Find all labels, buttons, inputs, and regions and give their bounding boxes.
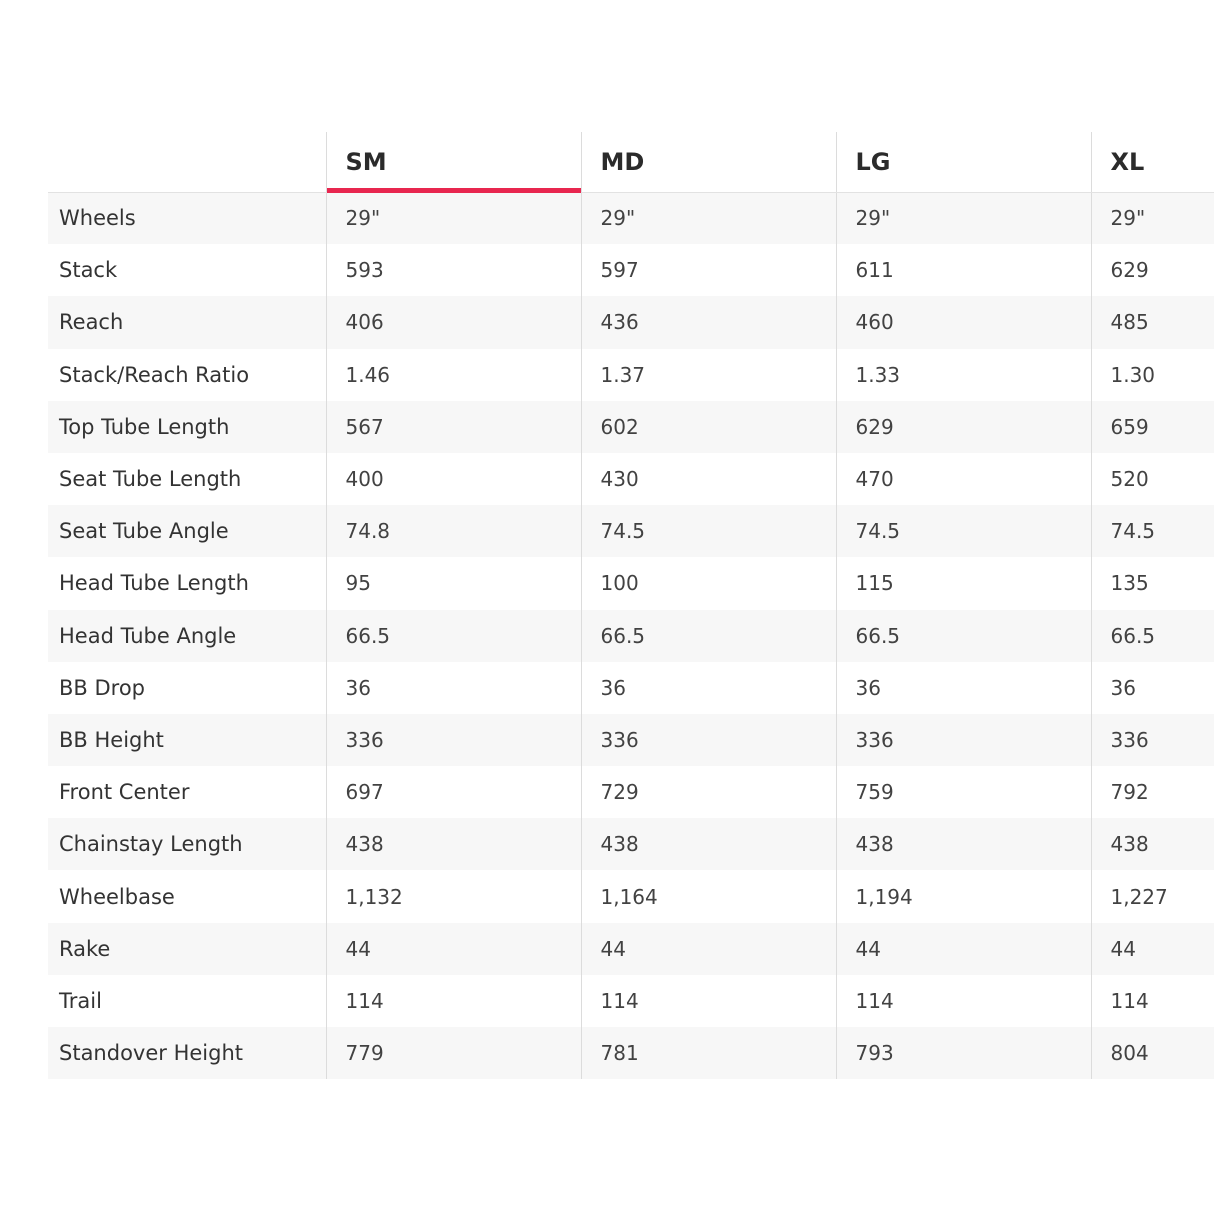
table-row [48,714,1214,766]
cell-md: 100 [581,557,836,609]
cell-sm: 29" [326,192,581,244]
cell-lg: 44 [836,923,1091,975]
cell-sm: 74.8 [326,505,581,557]
cell-xl: 66.5 [1091,610,1214,662]
geometry-table [48,132,1214,1079]
cell-sm: 779 [326,1027,581,1079]
row-label: Front Center [48,766,326,818]
cell-sm: 44 [326,923,581,975]
cell-md: 44 [581,923,836,975]
cell-sm: 1.46 [326,349,581,401]
cell-xl: 44 [1091,923,1214,975]
size-tab-lg[interactable]: LG [836,132,1091,192]
cell-md: 438 [581,818,836,870]
table-row [48,610,1214,662]
cell-md: 336 [581,714,836,766]
row-label: Rake [48,923,326,975]
cell-md: 114 [581,975,836,1027]
cell-xl: 114 [1091,975,1214,1027]
cell-xl: 74.5 [1091,505,1214,557]
row-label: BB Height [48,714,326,766]
cell-xl: 336 [1091,714,1214,766]
table-row [48,505,1214,557]
table-row [48,1027,1214,1079]
cell-md: 729 [581,766,836,818]
cell-lg: 611 [836,244,1091,296]
size-tab-md[interactable]: MD [581,132,836,192]
cell-sm: 438 [326,818,581,870]
table-row [48,244,1214,296]
cell-xl: 1,227 [1091,870,1214,922]
table-row [48,923,1214,975]
cell-md: 74.5 [581,505,836,557]
table-row [48,818,1214,870]
row-label: Wheelbase [48,870,326,922]
header-corner-cell [48,132,326,192]
row-label: Seat Tube Angle [48,505,326,557]
cell-lg: 66.5 [836,610,1091,662]
cell-lg: 29" [836,192,1091,244]
row-label: BB Drop [48,662,326,714]
cell-xl: 629 [1091,244,1214,296]
cell-lg: 36 [836,662,1091,714]
cell-md: 29" [581,192,836,244]
row-label: Wheels [48,192,326,244]
cell-md: 66.5 [581,610,836,662]
cell-lg: 1.33 [836,349,1091,401]
size-tab-xl[interactable]: XL [1091,132,1214,192]
cell-sm: 593 [326,244,581,296]
row-label: Reach [48,296,326,348]
row-label: Stack/Reach Ratio [48,349,326,401]
cell-lg: 336 [836,714,1091,766]
table-row [48,766,1214,818]
size-tab-sm[interactable]: SM [326,132,581,192]
cell-lg: 438 [836,818,1091,870]
cell-xl: 485 [1091,296,1214,348]
cell-sm: 406 [326,296,581,348]
cell-sm: 66.5 [326,610,581,662]
cell-md: 430 [581,453,836,505]
table-row [48,192,1214,244]
cell-md: 781 [581,1027,836,1079]
table-row [48,349,1214,401]
table-header-row [48,132,1214,192]
cell-xl: 804 [1091,1027,1214,1079]
row-label: Stack [48,244,326,296]
table-row [48,662,1214,714]
cell-sm: 567 [326,401,581,453]
cell-md: 1.37 [581,349,836,401]
cell-md: 602 [581,401,836,453]
cell-xl: 659 [1091,401,1214,453]
row-label: Seat Tube Length [48,453,326,505]
cell-md: 597 [581,244,836,296]
cell-md: 36 [581,662,836,714]
cell-lg: 759 [836,766,1091,818]
cell-lg: 629 [836,401,1091,453]
cell-xl: 36 [1091,662,1214,714]
cell-sm: 95 [326,557,581,609]
cell-xl: 520 [1091,453,1214,505]
cell-xl: 438 [1091,818,1214,870]
row-label: Top Tube Length [48,401,326,453]
cell-sm: 400 [326,453,581,505]
cell-xl: 792 [1091,766,1214,818]
cell-xl: 29" [1091,192,1214,244]
row-label: Head Tube Length [48,557,326,609]
cell-xl: 1.30 [1091,349,1214,401]
row-label: Head Tube Angle [48,610,326,662]
cell-lg: 114 [836,975,1091,1027]
cell-md: 1,164 [581,870,836,922]
table-row [48,975,1214,1027]
table-row [48,557,1214,609]
row-label: Trail [48,975,326,1027]
cell-lg: 74.5 [836,505,1091,557]
cell-lg: 115 [836,557,1091,609]
cell-lg: 470 [836,453,1091,505]
cell-sm: 1,132 [326,870,581,922]
cell-lg: 460 [836,296,1091,348]
cell-sm: 336 [326,714,581,766]
cell-md: 436 [581,296,836,348]
cell-lg: 1,194 [836,870,1091,922]
row-label: Chainstay Length [48,818,326,870]
row-label: Standover Height [48,1027,326,1079]
cell-sm: 36 [326,662,581,714]
table-row [48,401,1214,453]
table-body [48,192,1214,1079]
table-row [48,296,1214,348]
table-row [48,453,1214,505]
cell-sm: 114 [326,975,581,1027]
cell-lg: 793 [836,1027,1091,1079]
table-row [48,870,1214,922]
cell-xl: 135 [1091,557,1214,609]
cell-sm: 697 [326,766,581,818]
